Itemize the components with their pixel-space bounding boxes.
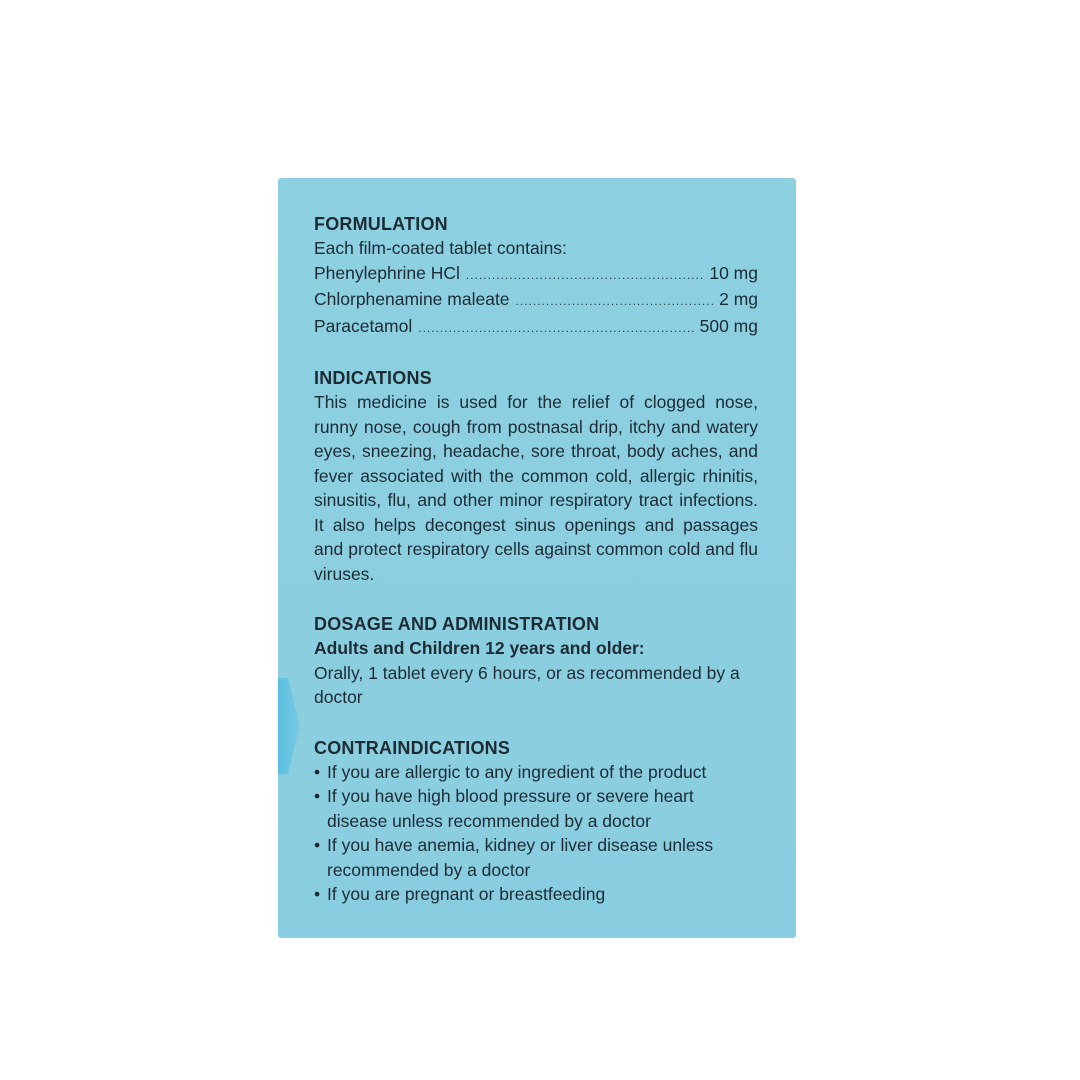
leader-dots	[516, 289, 714, 314]
indications-heading: INDICATIONS	[314, 368, 432, 388]
dosage-section	[314, 612, 758, 710]
ingredient-name: Paracetamol	[314, 315, 413, 336]
formulation-row	[314, 314, 758, 341]
dosage-subheading: Adults and Children 12 years and older:	[314, 638, 645, 658]
ingredient-name: Phenylephrine HCl	[314, 262, 460, 283]
formulation-intro: Each film-coated tablet contains:	[314, 238, 567, 258]
indications-text: This medicine is used for the relief of clogged nose, runny nose, cough from postnasal drip, itchy and watery eyes, sneezing, headache, sore throat, body aches, and fever associated with the common cold, allergic rhinitis, sinusitis, flu, and other minor respiratory tract infections. It also helps decongest sinus openings and passages and protect respiratory cells against common cold and flu viruses.	[314, 392, 758, 584]
bullet-icon: •	[314, 884, 321, 904]
list-item	[314, 833, 758, 882]
dosage-text: Orally, 1 tablet every 6 hours, or as recommended by a doctor	[314, 662, 740, 707]
indications-section	[314, 366, 758, 586]
contraindications-heading: CONTRAINDICATIONS	[314, 737, 511, 758]
side-arrow-notch	[278, 678, 300, 774]
bullet-icon: •	[314, 835, 321, 855]
formulation-heading: FORMULATION	[314, 214, 448, 234]
leader-dots	[418, 316, 693, 341]
formulation-section	[314, 212, 758, 340]
list-item-text: If you have high blood pressure or severe heart disease unless recommended by a doctor	[327, 786, 694, 831]
ingredient-amount: 10 mg	[709, 262, 758, 283]
ingredient-name: Chlorphenamine maleate	[314, 289, 510, 309]
ingredient-amount: 2 mg	[719, 289, 758, 309]
list-item-text: If you have anemia, kidney or liver disease unless recommended by a doctor	[327, 835, 714, 880]
list-item-text: If you are allergic to any ingredient of the product	[327, 761, 707, 782]
contraindications-list	[314, 760, 758, 907]
leader-dots	[466, 263, 703, 288]
bullet-icon: •	[314, 786, 321, 806]
formulation-row	[314, 261, 758, 288]
list-item	[314, 882, 758, 907]
list-item-text: If you are pregnant or breastfeeding	[327, 884, 606, 904]
label-content	[314, 212, 758, 907]
bullet-icon: •	[314, 761, 321, 782]
ingredient-amount: 500 mg	[699, 315, 758, 336]
contraindications-section	[314, 736, 758, 907]
dosage-heading: DOSAGE AND ADMINISTRATION	[314, 614, 600, 634]
list-item	[314, 760, 758, 785]
list-item	[314, 784, 758, 833]
formulation-row	[314, 287, 758, 314]
medicine-box-panel	[278, 178, 796, 938]
